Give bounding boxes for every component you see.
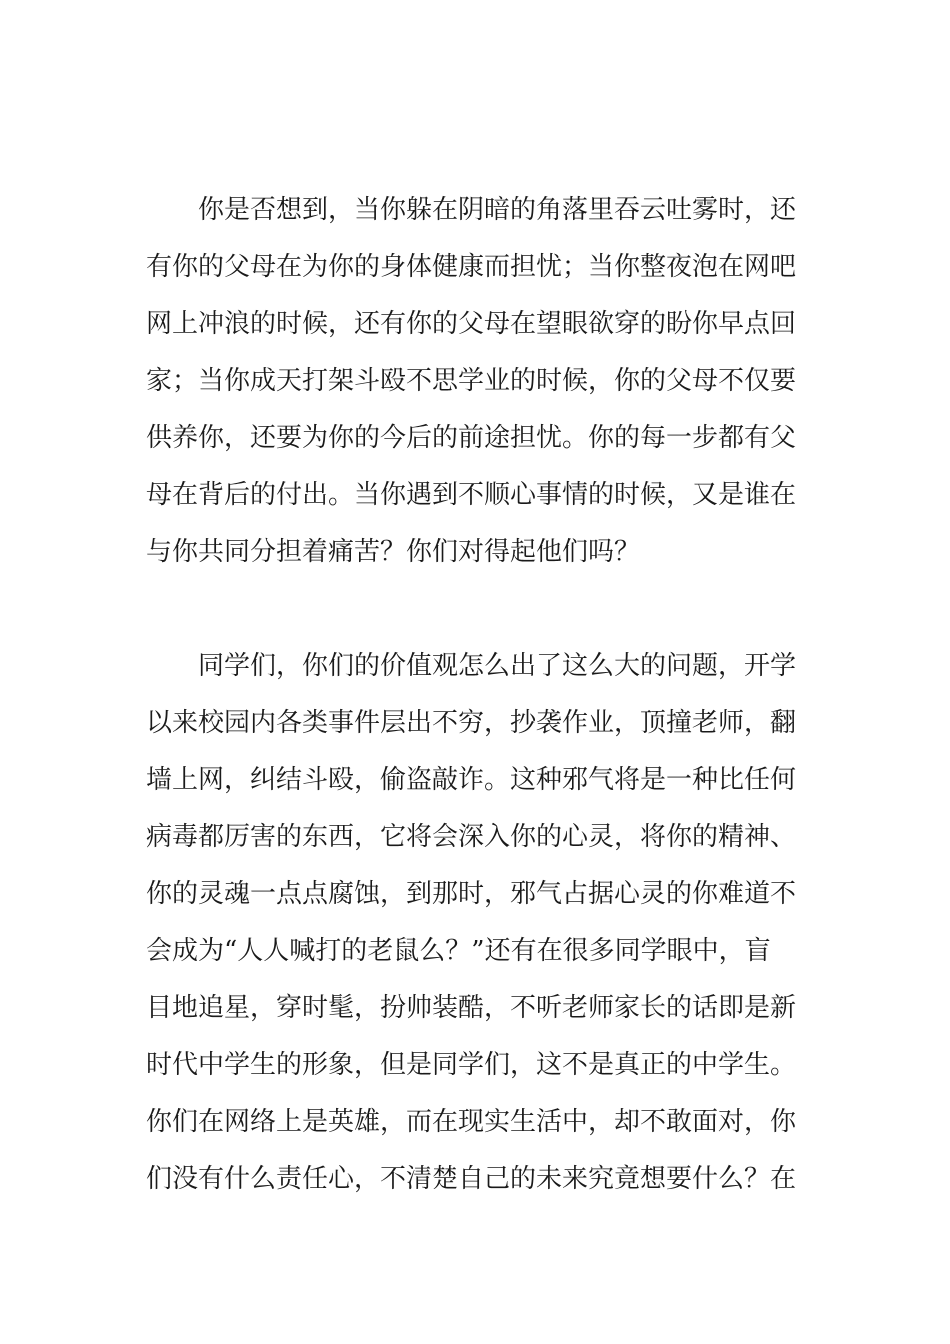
text-line: 网上冲浪的时候，还有你的父母在望眼欲穿的盼你早点回 <box>146 309 797 339</box>
text-line: 与你共同分担着痛苦？你们对得起他们吗？ <box>146 537 641 567</box>
text-line: 同学们，你们的价值观怎么出了这么大的问题，开学 <box>198 651 797 681</box>
text-line: 会成为“人人喊打的老鼠么？”还有在很多同学眼中，盲 <box>146 936 771 966</box>
text-line: 母在背后的付出。当你遇到不顺心事情的时候，又是谁在 <box>146 480 797 510</box>
text-line: 墙上网，纠结斗殴，偷盗敲诈。这种邪气将是一种比任何 <box>146 765 797 795</box>
paragraph <box>146 182 806 581</box>
text-line: 有你的父母在为你的身体健康而担忧；当你整夜泡在网吧 <box>146 252 797 282</box>
text-line: 时代中学生的形象，但是同学们，这不是真正的中学生。 <box>146 1050 797 1080</box>
text-line: 你们在网络上是英雄，而在现实生活中，却不敢面对，你 <box>146 1107 797 1137</box>
text-line: 你的灵魂一点点腐蚀，到那时，邪气占据心灵的你难道不 <box>146 879 797 909</box>
text-line: 以来校园内各类事件层出不穷，抄袭作业，顶撞老师，翻 <box>146 708 797 738</box>
text-line: 病毒都厉害的东西，它将会深入你的心灵，将你的精神、 <box>146 822 797 852</box>
text-line: 供养你，还要为你的今后的前途担忧。你的每一步都有父 <box>146 423 797 453</box>
text-line: 家；当你成天打架斗殴不思学业的时候，你的父母不仅要 <box>146 366 797 396</box>
text-line: 目地追星，穿时髦，扮帅装酷，不听老师家长的话即是新 <box>146 993 797 1023</box>
text-line: 你是否想到，当你躲在阴暗的角落里吞云吐雾时，还 <box>198 195 797 225</box>
text-line: 们没有什么责任心，不清楚自己的未来究竟想要什么？在 <box>146 1164 797 1194</box>
paragraph <box>146 638 806 1208</box>
